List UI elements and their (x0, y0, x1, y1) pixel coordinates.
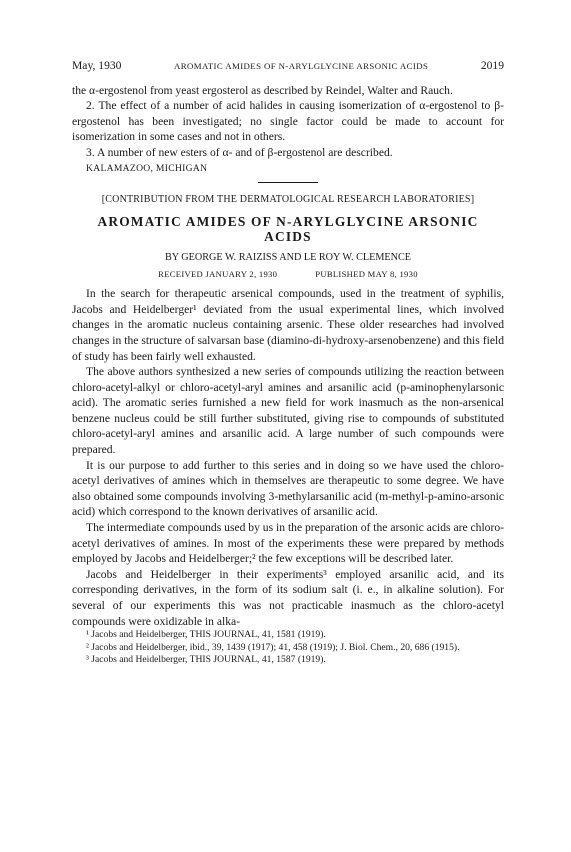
article-authors: BY GEORGE W. RAIZISS AND LE ROY W. CLEMENCE (164, 251, 412, 263)
body-paragraph: The intermediate compounds used by us in the preparation of the arsonic acids are chloro-acetyl derivatives of amines. In most of the experiments these were prepared by methods employed by Jacobs and Heidelberger;² the few exceptions will be described later. (72, 521, 504, 566)
body-paragraph: Jacobs and Heidelberger in their experiments³ employed arsanilic acid, and its corresponding derivatives, in the form of its sodium salt (i. e., in alkaline solution). For several of our experiments this was not practicable inasmuch as the chloro-acetyl compounds were oxidizable in alka- (72, 567, 504, 628)
header-date: May, 1930 (72, 59, 122, 72)
footnote-1: ¹ Jacobs and Heidelberger, THIS JOURNAL, 41, 1581 (1919). (86, 629, 326, 641)
section-divider (258, 182, 318, 183)
received-date: RECEIVED JANUARY 2, 1930 (158, 268, 278, 279)
footnote-3: ³ Jacobs and Heidelberger, THIS JOURNAL, 41, 1587 (1919). (86, 654, 326, 666)
contribution-line: [CONTRIBUTION FROM THE DERMATOLOGICAL RESEARCH LABORATORIES] (101, 194, 475, 206)
author-location: KALAMAZOO, MICHIGAN (86, 162, 208, 174)
body-paragraph: It is our purpose to add further to this series and in doing so we have used the chloro-acetyl derivatives of amines which in themselves are therapeutic to some degree. We have also obtained some compounds involving 3-methylarsanilic acid (m-methyl-p-amino-arsonic acid) which correspond to the known derivatives of arsanilic acid. (72, 458, 504, 519)
footnote-2: ² Jacobs and Heidelberger, ibid., 39, 1439 (1917); 41, 458 (1919); J. Biol. Chem., 20, 686 (1915). (86, 641, 460, 653)
journal-page (72, 58, 504, 667)
body-paragraph: In the search for therapeutic arsenical compounds, used in the treatment of syphilis, Jacobs and Heidelberger¹ deviated from the usual experimental lines, which involved changes in the aromatic nucleus containing arsenic. These older researches had involved changes in the structure of salvarsan base (diamino-di-hydroxy-arsenobenzene) and this field of study has been fairly well exhausted. (72, 287, 504, 363)
article-title: AROMATIC AMIDES OF N-ARYLGLYCINE ARSONIC ACIDS (97, 213, 479, 245)
summary-item-3: 3. A number of new esters of α- and of β-ergostenol are described. (86, 145, 393, 159)
summary-item-2: 2. The effect of a number of acid halides in causing isomerization of α-ergostenol to β-ergostenol has been investigated; no single factor could be made to account for isomerization in some cases and not in others. (72, 99, 504, 144)
page-number: 2019 (480, 59, 504, 72)
body-paragraph: The above authors synthesized a new series of compounds utilizing the reaction between chloro-acetyl-alkyl or chloro-acetyl-aryl amines and arsanilic acid (p-aminophenylarsonic acid). The aromatic series furnished a new field for work inasmuch as the non-arsenical benzene nucleus could be still further substituted, giving rise to compounds of substituted chloro-acetyl-aryl amines and arsanilic acid. A large number of such compounds were prepared. (72, 365, 504, 457)
article-dates (72, 267, 504, 283)
prev-article-paragraph-end: the α-ergostenol from yeast ergosterol as described by Reindel, Walter and Rauch. (72, 83, 453, 97)
running-title: AROMATIC AMIDES OF N-ARYLGLYCINE ARSONIC ACIDS (173, 61, 429, 71)
page-header (72, 58, 504, 75)
published-date: PUBLISHED MAY 8, 1930 (315, 268, 418, 279)
